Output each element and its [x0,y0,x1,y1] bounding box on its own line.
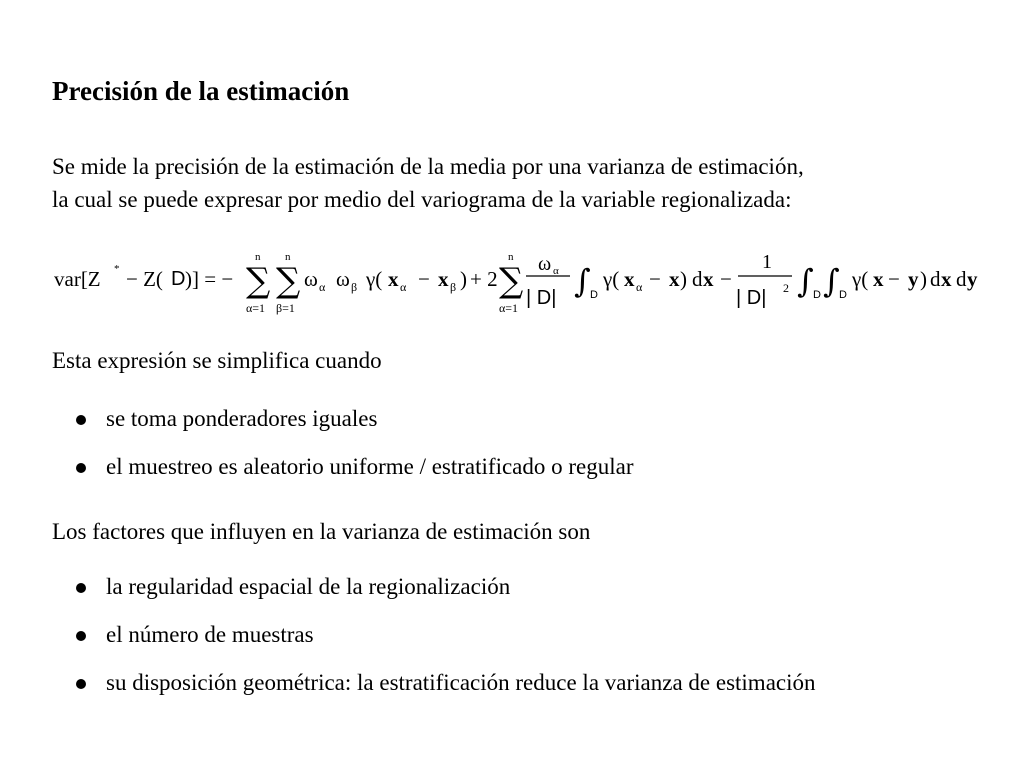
gamma-2-close: ) [680,267,687,291]
list-item-text: el número de muestras [106,622,314,647]
omega-2: ω [336,267,350,291]
list-item-text: el muestreo es aleatorio uniforme / estratificado o regular [106,454,634,479]
formula-star: * [114,263,120,275]
intro-line-2: la cual se puede expresar por medio del variograma de la variable regionalizada: [52,187,792,212]
list-item-text: se toma ponderadores iguales [106,406,378,431]
integral-1: ∫ [574,262,591,300]
frac-2-denominator: | D| [736,287,767,309]
list-item [76,452,634,500]
gamma-1-open: γ( [366,267,383,291]
omega-2-sub: β [351,280,358,294]
minus-1: − [418,267,430,291]
bullet-icon [76,679,86,689]
x-alpha-2: x [624,267,635,291]
formula-domain-d: D [171,268,186,290]
minus-3: − [720,267,732,291]
simplification-list [76,404,634,500]
formula-minus-z: − Z( [126,267,163,291]
gamma-1-close: ) [460,267,467,291]
sum-2-sign: ∑ [276,261,301,301]
intro-paragraph [52,150,1012,216]
integral-2-sub: D [813,289,821,301]
list-item [76,404,634,452]
sum-2-upper: n [285,251,291,263]
plus-two: + 2 [470,267,498,291]
gamma-3-close: ) [920,267,927,291]
minus-4: − [888,267,900,291]
frac-1-denominator: | D| [526,287,557,309]
integral-3-sub: D [839,289,847,301]
integral-3: ∫ [823,262,840,300]
bullet-icon [76,583,86,593]
slide-title: Precisión de la estimación [52,76,350,106]
frac-1-omega: ω [538,253,552,275]
gamma-3-open: γ( [852,267,869,291]
x-2: x [669,267,680,291]
y-1: y [908,267,919,291]
sum-1-upper: n [255,251,261,263]
dy-d: d [956,267,967,291]
sum-3-lower: α=1 [499,301,519,315]
integral-1-sub: D [590,289,598,301]
x-alpha-1-sub: α [400,280,407,294]
simplification-paragraph: Esta expresión se simplifica cuando [52,348,382,373]
minus-2: − [649,267,661,291]
formula-close-eq: )] = − [185,267,234,291]
intro-line-1: Se mide la precisión de la estimación de la media por una varianza de estimación, [52,154,804,179]
x-alpha-1: x [388,267,399,291]
x-alpha-2-sub: α [636,280,643,294]
x-3: x [873,267,884,291]
sum-2-lower: β=1 [276,301,295,315]
sum-3-sign: ∑ [499,261,524,301]
dx-1-x: x [703,267,714,291]
formula-var: var[Z [54,267,101,291]
gamma-2-open: γ( [603,267,620,291]
frac-2-numerator: 1 [762,251,772,273]
list-item-text: la regularidad espacial de la regionalización [106,574,511,599]
omega-1-sub: α [319,280,326,294]
omega-1: ω [304,267,318,291]
dx-2-d: d [930,267,941,291]
dx-2-x: x [941,267,952,291]
x-beta: x [438,267,449,291]
bullet-icon [76,631,86,641]
dy-y: y [967,267,978,291]
estimation-variance-formula [50,238,1000,328]
x-beta-sub: β [450,280,457,294]
factors-list [76,572,816,716]
dx-1-d: d [692,267,703,291]
list-item [76,572,816,620]
list-item-text: su disposición geométrica: la estratificación reduce la varianza de estimación [106,670,816,695]
sum-1-sign: ∑ [246,261,271,301]
list-item [76,620,816,668]
frac-1-omega-sub: α [553,265,559,277]
factors-paragraph: Los factores que influyen en la varianza de estimación son [52,519,591,544]
sum-3-upper: n [508,251,514,263]
bullet-icon [76,463,86,473]
sum-1-lower: α=1 [246,301,266,315]
integral-2: ∫ [797,262,814,300]
bullet-icon [76,415,86,425]
list-item [76,668,816,716]
frac-2-exponent: 2 [783,281,789,295]
